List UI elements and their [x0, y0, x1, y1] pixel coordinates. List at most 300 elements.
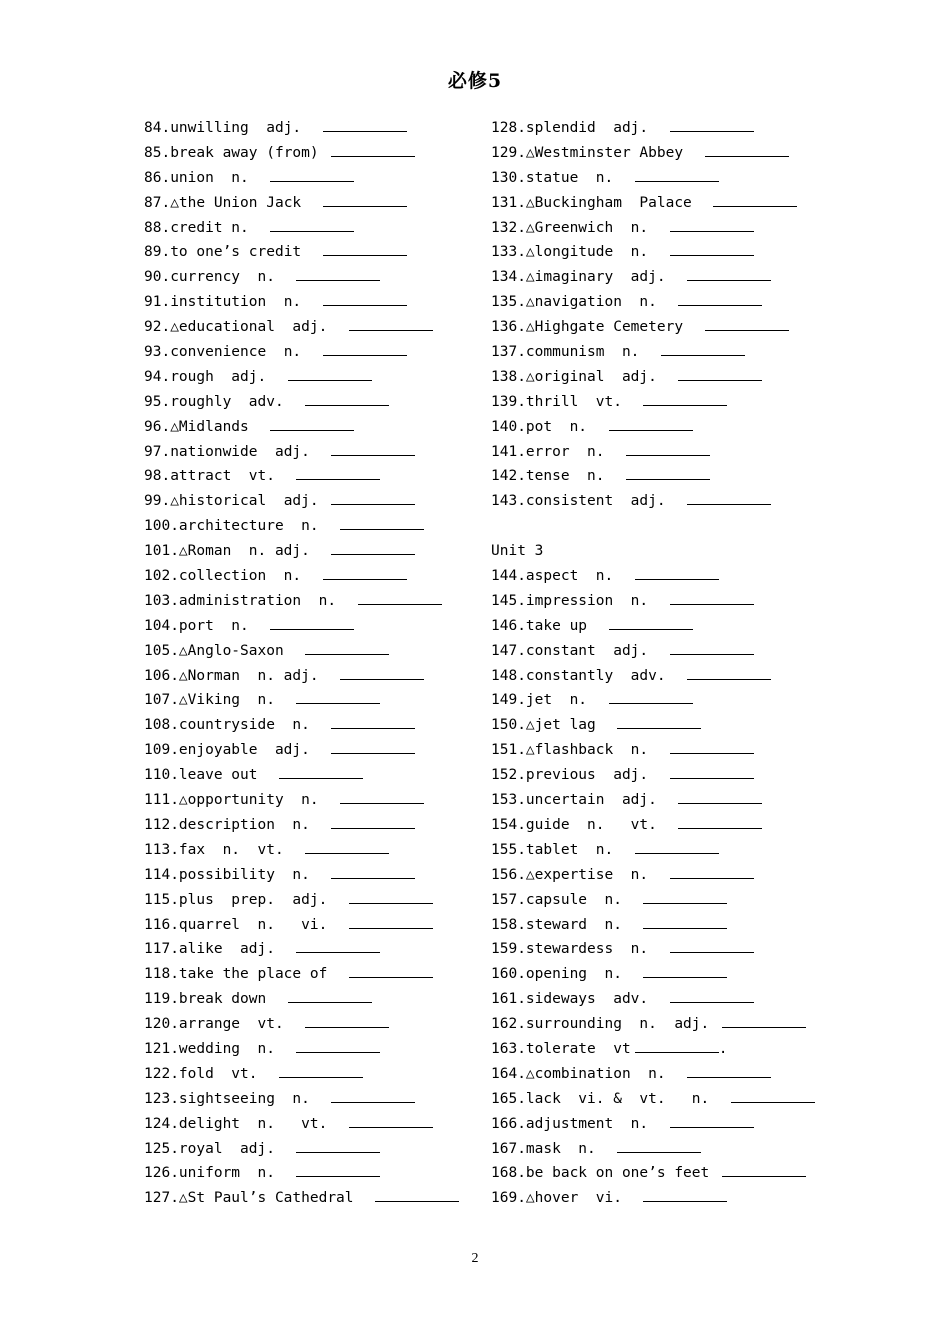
vocab-item — [144, 937, 464, 962]
item-text: △Anglo-Saxon — [178, 642, 302, 659]
item-number: 106. — [144, 667, 179, 684]
vocab-item — [144, 464, 464, 489]
item-text: uncertain adj. — [525, 792, 675, 809]
vocab-item — [491, 564, 821, 589]
answer-blank[interactable] — [305, 1014, 389, 1028]
item-number: 121. — [144, 1040, 179, 1057]
answer-blank[interactable] — [687, 666, 771, 680]
answer-blank[interactable] — [331, 491, 415, 505]
vocab-item — [491, 440, 821, 465]
vocab-item — [144, 340, 464, 365]
item-text: constant adj. — [525, 642, 666, 659]
item-number: 109. — [144, 742, 179, 759]
item-text: △Highgate Cemetery — [525, 319, 701, 336]
item-number: 97. — [144, 443, 171, 460]
answer-blank[interactable] — [323, 342, 407, 356]
answer-blank[interactable] — [670, 1114, 754, 1128]
answer-blank[interactable] — [687, 491, 771, 505]
item-text: △hover vi. — [525, 1190, 640, 1207]
item-number: 151. — [491, 742, 526, 759]
vocab-item — [144, 1087, 464, 1112]
vocab-item — [491, 1087, 821, 1112]
item-number: 84. — [144, 120, 171, 136]
answer-blank[interactable] — [678, 292, 762, 306]
answer-blank[interactable] — [643, 890, 727, 904]
item-text: nationwide adj. — [170, 443, 328, 460]
vocab-item — [491, 614, 821, 639]
item-number: 94. — [144, 368, 171, 385]
item-number: 160. — [491, 966, 526, 983]
item-number: 138. — [491, 368, 526, 385]
answer-blank[interactable] — [687, 1064, 771, 1078]
item-text: capsule n. — [525, 891, 640, 908]
item-text: consistent adj. — [525, 493, 684, 510]
item-text: administration n. — [178, 592, 354, 609]
vocab-item — [491, 216, 821, 241]
answer-blank[interactable] — [270, 218, 354, 232]
item-number: 95. — [144, 393, 171, 410]
item-number: 111. — [144, 792, 179, 809]
answer-blank[interactable] — [323, 292, 407, 306]
item-number: 107. — [144, 692, 179, 709]
item-text: royal adj. — [178, 1140, 293, 1157]
answer-blank[interactable] — [288, 989, 372, 1003]
item-text: statue n. — [525, 169, 631, 186]
vocab-item — [144, 863, 464, 888]
item-text: attract vt. — [170, 468, 293, 485]
answer-blank[interactable] — [331, 740, 415, 754]
vocab-item — [144, 489, 464, 514]
answer-blank[interactable] — [279, 765, 363, 779]
item-text: △Roman n. adj. — [178, 543, 328, 560]
item-number: 159. — [491, 941, 526, 958]
answer-blank[interactable] — [305, 840, 389, 854]
vocab-item — [144, 664, 464, 689]
vocab-item — [491, 713, 821, 738]
vocab-item — [144, 589, 464, 614]
item-text: tablet n. — [525, 841, 631, 858]
answer-blank[interactable] — [661, 342, 745, 356]
answer-blank[interactable] — [323, 193, 407, 207]
vocab-item — [491, 888, 821, 913]
vocab-item — [144, 738, 464, 763]
item-text: aspect n. — [525, 568, 631, 585]
item-text: possibility n. — [178, 866, 328, 883]
answer-blank[interactable] — [296, 690, 380, 704]
item-text: △original adj. — [525, 368, 675, 385]
item-text: description n. — [178, 816, 328, 833]
vocab-item — [491, 639, 821, 664]
item-number: 146. — [491, 617, 526, 634]
answer-blank[interactable] — [358, 591, 442, 605]
item-text: △Westminster Abbey — [525, 144, 701, 161]
vocab-item — [491, 987, 821, 1012]
answer-blank[interactable] — [270, 168, 354, 182]
answer-blank[interactable] — [670, 765, 754, 779]
vocab-item — [491, 290, 821, 315]
item-text: sightseeing n. — [178, 1090, 328, 1107]
answer-blank[interactable] — [331, 442, 415, 456]
item-text: △historical adj. — [170, 493, 328, 510]
item-text: thrill vt. — [525, 393, 640, 410]
vocab-item — [144, 315, 464, 340]
item-text: architecture n. — [178, 518, 337, 535]
item-number: 100. — [144, 518, 179, 535]
answer-blank[interactable] — [678, 790, 762, 804]
item-text: take up — [525, 617, 605, 634]
item-text: tolerate vt — [525, 1040, 631, 1057]
answer-blank[interactable] — [617, 1139, 701, 1153]
vocab-item — [491, 763, 821, 788]
answer-blank[interactable] — [705, 143, 789, 157]
item-number: 115. — [144, 891, 179, 908]
item-text: lack vi. & vt. n. — [525, 1090, 727, 1107]
item-text: △Greenwich n. — [525, 219, 666, 236]
answer-blank[interactable] — [296, 1139, 380, 1153]
item-number: 101. — [144, 543, 179, 560]
item-number: 153. — [491, 792, 526, 809]
item-number: 89. — [144, 244, 171, 261]
item-number: 103. — [144, 592, 179, 609]
item-text: fold vt. — [178, 1065, 275, 1082]
item-number: 130. — [491, 169, 526, 186]
item-text: fax n. vt. — [178, 841, 302, 858]
vocab-item — [491, 838, 821, 863]
item-number: 113. — [144, 841, 179, 858]
item-number: 105. — [144, 642, 179, 659]
item-number: 165. — [491, 1090, 526, 1107]
item-number: 135. — [491, 294, 526, 311]
vocab-item — [491, 415, 821, 440]
answer-blank[interactable] — [643, 1188, 727, 1202]
answer-blank[interactable] — [705, 317, 789, 331]
answer-blank[interactable] — [678, 367, 762, 381]
item-number: 147. — [491, 642, 526, 659]
answer-blank[interactable] — [296, 267, 380, 281]
answer-blank[interactable] — [296, 466, 380, 480]
vocab-item — [491, 166, 821, 191]
answer-blank[interactable] — [670, 218, 754, 232]
answer-blank[interactable] — [635, 840, 719, 854]
item-text: △educational adj. — [170, 319, 345, 336]
answer-blank[interactable] — [331, 815, 415, 829]
item-text: communism n. — [525, 344, 657, 361]
vocab-item — [144, 1137, 464, 1162]
item-number: 166. — [491, 1115, 526, 1132]
item-text: arrange vt. — [178, 1016, 302, 1033]
answer-blank[interactable] — [635, 168, 719, 182]
vocab-item — [144, 514, 464, 539]
vocab-item — [144, 813, 464, 838]
item-text: jet n. — [525, 692, 605, 709]
answer-blank[interactable] — [609, 616, 693, 630]
vocab-item — [491, 265, 821, 290]
vocab-item — [491, 664, 821, 689]
vocab-item — [144, 166, 464, 191]
answer-blank[interactable] — [626, 442, 710, 456]
vocab-item — [144, 688, 464, 713]
item-text: △Norman n. adj. — [178, 667, 337, 684]
item-number: 134. — [491, 269, 526, 286]
answer-blank[interactable] — [349, 317, 433, 331]
item-number: 127. — [144, 1190, 179, 1207]
vocab-item — [491, 464, 821, 489]
answer-blank[interactable] — [349, 890, 433, 904]
vocab-item — [144, 240, 464, 265]
vocab-item — [144, 539, 464, 564]
item-text: △jet lag — [525, 717, 614, 734]
item-number: 141. — [491, 443, 526, 460]
answer-blank[interactable] — [270, 417, 354, 431]
answer-blank[interactable] — [609, 417, 693, 431]
answer-blank[interactable] — [349, 1114, 433, 1128]
item-number: 137. — [491, 344, 526, 361]
answer-blank[interactable] — [670, 118, 754, 132]
item-text: break away (from) — [170, 144, 328, 161]
answer-blank[interactable] — [331, 541, 415, 555]
answer-blank[interactable] — [670, 242, 754, 256]
answer-blank[interactable] — [331, 143, 415, 157]
page-title: 必修5 — [447, 70, 503, 92]
answer-blank[interactable] — [678, 815, 762, 829]
vocab-item — [144, 1161, 464, 1186]
vocab-item — [144, 713, 464, 738]
vocab-item — [144, 415, 464, 440]
item-text: union n. — [170, 169, 267, 186]
answer-blank[interactable] — [722, 1163, 806, 1177]
item-number: 154. — [491, 816, 526, 833]
answer-blank[interactable] — [331, 715, 415, 729]
answer-blank[interactable] — [305, 392, 389, 406]
vocab-item — [491, 788, 821, 813]
item-text: impression n. — [525, 592, 666, 609]
vocab-item — [491, 863, 821, 888]
item-text: △Midlands — [170, 418, 267, 435]
vocab-item — [491, 191, 821, 216]
answer-blank[interactable] — [635, 566, 719, 580]
vocab-item — [144, 216, 464, 241]
item-number: 162. — [491, 1016, 526, 1033]
item-number: 125. — [144, 1140, 179, 1157]
item-text: rough adj. — [170, 368, 284, 385]
vocab-item — [491, 315, 821, 340]
spacer-row — [491, 514, 821, 539]
vocab-item — [144, 763, 464, 788]
vocab-item — [491, 688, 821, 713]
item-text: port n. — [178, 617, 267, 634]
vocab-item — [144, 365, 464, 390]
answer-blank[interactable] — [722, 1014, 806, 1028]
item-text: mask n. — [525, 1140, 614, 1157]
answer-blank[interactable] — [375, 1188, 459, 1202]
item-text: collection n. — [178, 568, 319, 585]
item-number: 86. — [144, 169, 171, 186]
item-text: enjoyable adj. — [178, 742, 328, 759]
answer-blank[interactable] — [296, 939, 380, 953]
item-text: △navigation n. — [525, 294, 675, 311]
vocab-item — [491, 738, 821, 763]
item-number: 149. — [491, 692, 526, 709]
answer-blank[interactable] — [323, 118, 407, 132]
vocab-item — [144, 265, 464, 290]
item-text: △combination n. — [525, 1065, 684, 1082]
vocab-item — [491, 1037, 821, 1062]
vocab-item — [144, 888, 464, 913]
item-number: 112. — [144, 816, 179, 833]
answer-blank[interactable] — [296, 1163, 380, 1177]
answer-blank[interactable] — [670, 740, 754, 754]
item-text: adjustment n. — [525, 1115, 666, 1132]
vocab-item — [144, 987, 464, 1012]
item-text: △flashback n. — [525, 742, 666, 759]
item-text: △the Union Jack — [170, 194, 319, 211]
item-suffix: . — [718, 1040, 728, 1057]
item-text: △Viking n. — [178, 692, 293, 709]
item-text: credit n. — [170, 219, 267, 236]
item-text: △Buckingham Palace — [525, 194, 710, 211]
item-text: alike adj. — [178, 941, 293, 958]
item-number: 118. — [144, 966, 179, 983]
vocab-item — [144, 390, 464, 415]
answer-blank[interactable] — [643, 392, 727, 406]
item-number: 128. — [491, 120, 526, 136]
answer-blank[interactable] — [323, 566, 407, 580]
answer-blank[interactable] — [288, 367, 372, 381]
answer-blank[interactable] — [340, 516, 424, 530]
item-text: plus prep. adj. — [178, 891, 345, 908]
item-text: delight n. vt. — [178, 1115, 345, 1132]
item-text: tense n. — [525, 468, 622, 485]
vocab-item — [491, 937, 821, 962]
vocab-item — [144, 191, 464, 216]
item-number: 116. — [144, 916, 179, 933]
unit-heading: Unit 3 — [491, 543, 544, 560]
answer-blank[interactable] — [643, 915, 727, 929]
vocab-item — [144, 1037, 464, 1062]
vocab-item — [144, 1186, 464, 1211]
item-text: steward n. — [525, 916, 640, 933]
answer-blank[interactable] — [687, 267, 771, 281]
answer-blank[interactable] — [670, 641, 754, 655]
item-text: △St Paul’s Cathedral — [178, 1190, 371, 1207]
item-number: 156. — [491, 866, 526, 883]
answer-blank[interactable] — [670, 865, 754, 879]
item-number: 131. — [491, 194, 526, 211]
answer-blank[interactable] — [340, 666, 424, 680]
answer-blank[interactable] — [713, 193, 797, 207]
item-number: 129. — [491, 144, 526, 161]
vocab-item — [491, 589, 821, 614]
item-number: 140. — [491, 418, 526, 435]
answer-blank[interactable] — [323, 242, 407, 256]
item-number: 169. — [491, 1190, 526, 1207]
item-number: 98. — [144, 468, 171, 485]
item-text: error n. — [525, 443, 622, 460]
vocab-item — [144, 838, 464, 863]
item-text: institution n. — [170, 294, 319, 311]
vocab-item — [144, 440, 464, 465]
item-text: △opportunity n. — [178, 792, 337, 809]
item-text: wedding n. — [178, 1040, 293, 1057]
answer-blank[interactable] — [626, 466, 710, 480]
vocab-item — [491, 240, 821, 265]
item-number: 90. — [144, 269, 171, 286]
item-number: 143. — [491, 493, 526, 510]
answer-blank[interactable] — [643, 964, 727, 978]
item-number: 168. — [491, 1165, 526, 1182]
vocab-item — [491, 1161, 821, 1186]
answer-blank[interactable] — [609, 690, 693, 704]
vocab-item — [491, 365, 821, 390]
answer-blank[interactable] — [331, 865, 415, 879]
item-number: 136. — [491, 319, 526, 336]
vocab-item — [144, 1062, 464, 1087]
answer-blank[interactable] — [670, 939, 754, 953]
vocab-item — [491, 962, 821, 987]
item-text: splendid adj. — [525, 120, 666, 136]
answer-blank[interactable] — [635, 1039, 719, 1053]
item-text: take the place of — [178, 966, 345, 983]
item-text: break down — [178, 991, 284, 1008]
vocab-item — [144, 639, 464, 664]
vocab-item — [491, 813, 821, 838]
item-number: 88. — [144, 219, 171, 236]
item-text: pot n. — [525, 418, 605, 435]
answer-blank[interactable] — [331, 1089, 415, 1103]
item-number: 123. — [144, 1090, 179, 1107]
item-text: currency n. — [170, 269, 293, 286]
vocab-column-left — [144, 116, 464, 1211]
item-text: sideways adv. — [525, 991, 666, 1008]
item-number: 144. — [491, 568, 526, 585]
answer-blank[interactable] — [349, 964, 433, 978]
item-number: 142. — [491, 468, 526, 485]
item-number: 91. — [144, 294, 171, 311]
answer-blank[interactable] — [340, 790, 424, 804]
answer-blank[interactable] — [270, 616, 354, 630]
item-number: 126. — [144, 1165, 179, 1182]
item-text: unwilling adj. — [170, 120, 319, 136]
answer-blank[interactable] — [670, 989, 754, 1003]
item-number: 161. — [491, 991, 526, 1008]
item-number: 167. — [491, 1140, 526, 1157]
vocab-item — [491, 390, 821, 415]
item-number: 148. — [491, 667, 526, 684]
vocab-item — [144, 913, 464, 938]
item-number: 92. — [144, 319, 171, 336]
item-text: opening n. — [525, 966, 640, 983]
item-number: 99. — [144, 493, 171, 510]
item-text: △longitude n. — [525, 244, 666, 261]
answer-blank[interactable] — [305, 641, 389, 655]
item-text: roughly adv. — [170, 393, 302, 410]
vocab-item — [144, 1112, 464, 1137]
answer-blank[interactable] — [731, 1089, 815, 1103]
item-text: leave out — [178, 767, 275, 784]
item-number: 119. — [144, 991, 179, 1008]
vocab-item — [491, 116, 821, 141]
answer-blank[interactable] — [670, 591, 754, 605]
answer-blank[interactable] — [349, 915, 433, 929]
item-text: countryside n. — [178, 717, 328, 734]
answer-blank[interactable] — [617, 715, 701, 729]
item-number: 139. — [491, 393, 526, 410]
answer-blank[interactable] — [279, 1064, 363, 1078]
item-number: 104. — [144, 617, 179, 634]
item-number: 93. — [144, 344, 171, 361]
answer-blank[interactable] — [296, 1039, 380, 1053]
item-number: 163. — [491, 1040, 526, 1057]
